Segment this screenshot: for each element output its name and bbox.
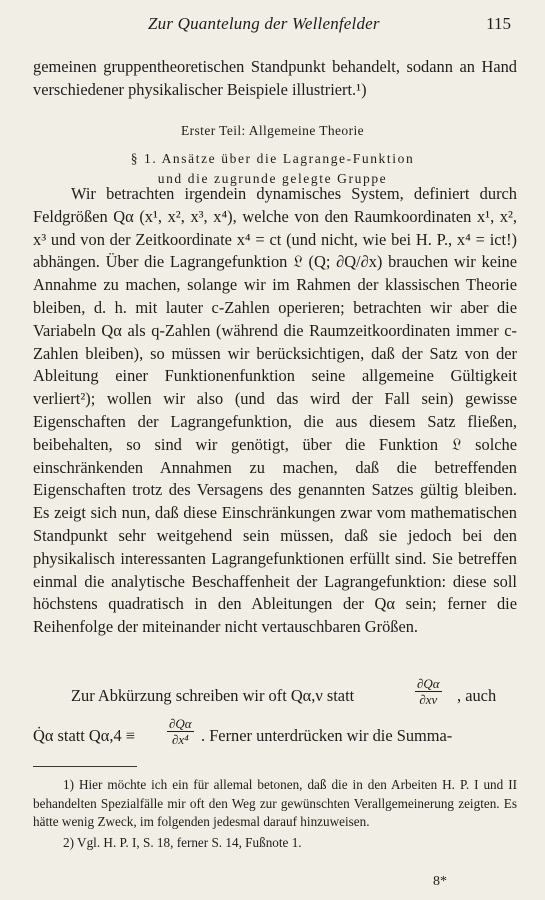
signature-mark: 8* xyxy=(433,874,447,889)
page-number: 115 xyxy=(486,14,511,33)
formula-line-1-numerator: ∂Qα xyxy=(417,676,440,691)
footnotes xyxy=(33,776,517,854)
formula-line-1-lead: Zur Abkürzung schreiben wir oft Qα,ν statt xyxy=(71,686,355,705)
part-heading: Erster Teil: Allgemeine Theorie xyxy=(180,123,365,138)
section-heading-line-2: und die zugrunde gelegte Gruppe xyxy=(157,171,388,186)
formula-line-2-numerator: ∂Qα xyxy=(169,716,192,731)
formula-line-2-lead: Q̇α statt Qα,4 ≡ xyxy=(33,726,135,745)
formula-line-2-fraction xyxy=(167,716,194,747)
running-head xyxy=(148,14,511,38)
footnote-divider xyxy=(33,766,137,767)
formula-line-1-tail: , auch xyxy=(457,686,497,705)
footnote-2: 2) Vgl. H. P. I, S. 18, ferner S. 14, Fußnote 1. xyxy=(63,834,302,850)
intro-text: gemeinen gruppentheoretischen Standpunkt behandelt, sodann an Hand verschiedener physikalischer Beispiele illustriert.¹) xyxy=(33,57,517,99)
formula-line-1-fraction xyxy=(415,676,442,707)
formula-line-2 xyxy=(33,716,517,760)
body-paragraph: Wir betrachten irgendein dynamisches System, definiert durch Feldgrößen Qα (x¹, x², x³, x⁴), welche von den Raumkoordinaten x¹, x², x³ und von der Zeitkoordinate x⁴ = ct (und nicht, wie bei H. P., x⁴ = ict!) abhängen. Über die Lagrangefunktion 𝔏 (Q; ∂Q/∂x) brauchen wir keine Annahme zu machen, solange wir im Rahmen der klassischen Theorie bleiben, d. h. mit lauter c-Zahlen operieren; betrachten wir aber die Variabeln Qα als q-Zahlen (während die Raumzeitkoordinaten immer c-Zahlen bleiben), so müssen wir berücksichtigen, daß der Satz von der Ableitung einer Funktionenfunktion seine allgemeine Gültigkeit verliert²); wollen wir also (und das wird der Fall sein) gewisse Eigenschaften der Lagrangefunktion, die aus diesem Satz fließen, beibehalten, so sind wir genötigt, über die Funktion 𝔏 solche einschränkenden Annahmen zu machen, daß die betreffenden Eigenschaften trotz des Versagens des genannten Satzes gültig bleiben. Es zeigt sich nun, daß diese Einschränkungen zwar vom mathematischen Standpunkt sehr weitgehend sein müssen, daß sie jedoch bei den physikalisch interessanten Lagrangefunktionen erfüllt sind. Sie betreffen einmal die analytische Beschaffenheit der Lagrangefunktion: diese soll höchstens quadratisch in den Ableitungen der Qα sein; ferner die Reihenfolge der miteinander nicht vertauschbaren Größen. xyxy=(33,184,517,637)
running-head-title: Zur Quantelung der Wellenfelder xyxy=(148,14,380,33)
formula-line-2-denominator: ∂x⁴ xyxy=(171,732,189,747)
intro-paragraph xyxy=(33,56,517,102)
footnote-1: 1) Hier möchte ich ein für allemal betonen, daß die in den Arbeiten H. P. I und II behandelten Spezialfälle mir oft den Weg zur gewünschten Verallgemeinerung zeigten. Es hätte wenig Zweck, im folgenden jedesmal darauf hinzuweisen. xyxy=(33,777,517,830)
formula-line-2-tail: . Ferner unterdrücken wir die Summa- xyxy=(201,726,453,745)
body-text xyxy=(33,183,517,639)
formula-line-1 xyxy=(33,676,517,722)
section-heading-line-1: § 1. Ansätze über die Lagrange-Funktion xyxy=(130,151,415,166)
formula-line-1-denominator: ∂xν xyxy=(419,692,438,707)
